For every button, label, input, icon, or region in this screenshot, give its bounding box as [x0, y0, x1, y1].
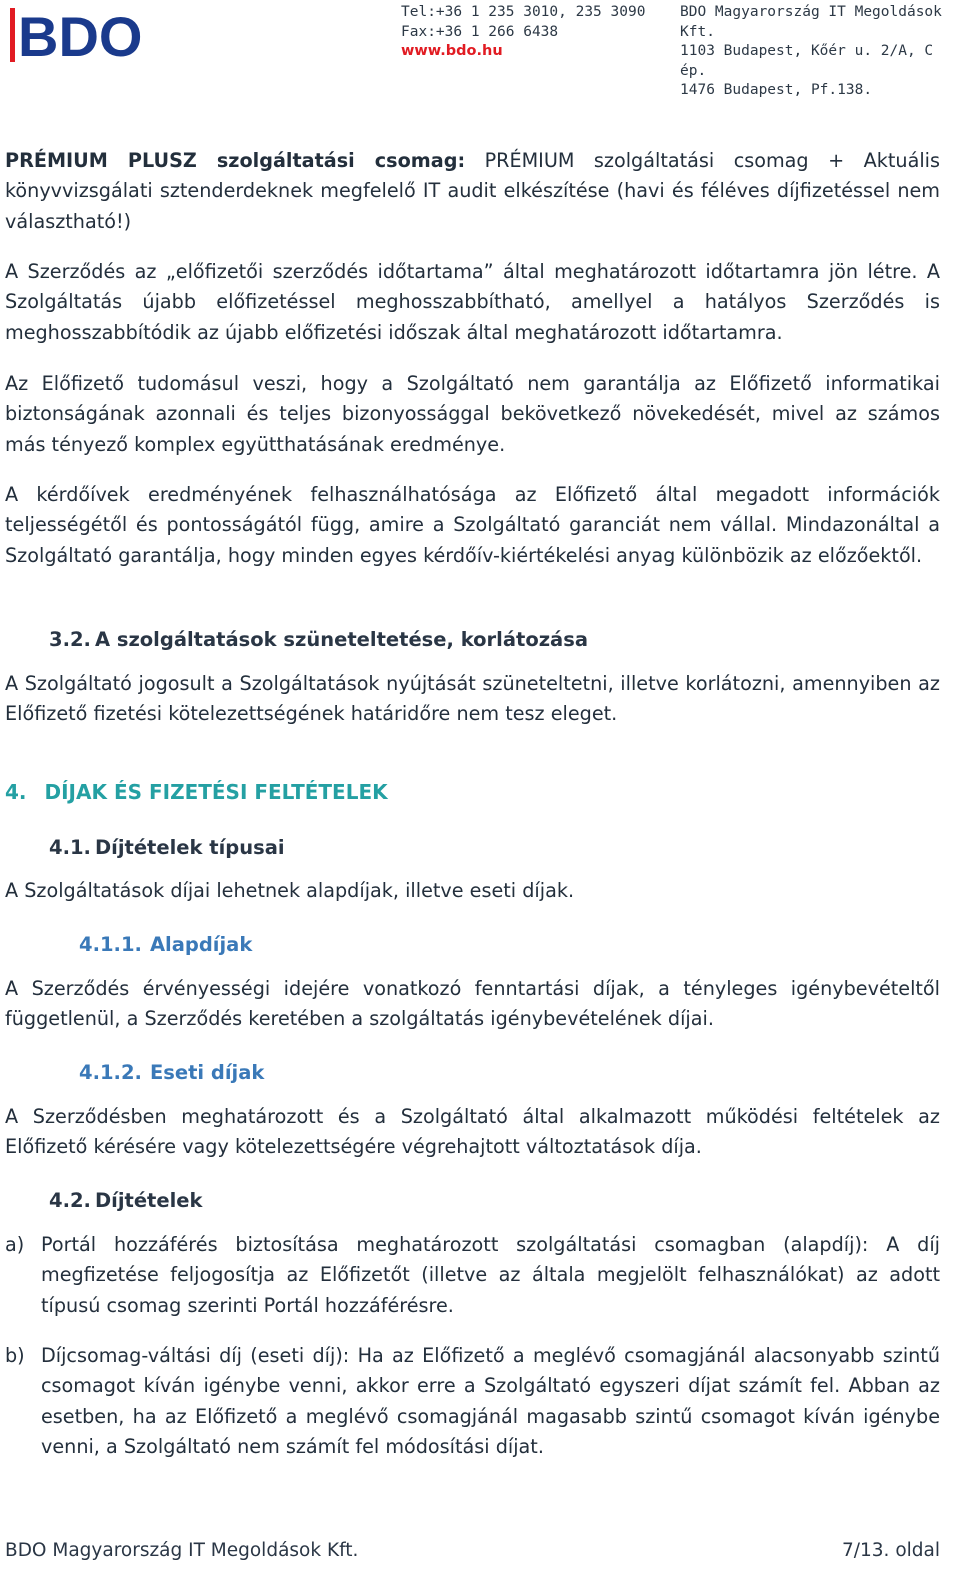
section-number: 4.2.: [49, 1189, 91, 1212]
list-item: [5, 1230, 940, 1321]
section-4-heading: [5, 780, 388, 804]
base-fees-paragraph: A Szerződés érvényességi idejére vonatkozó fenntartási díjak, a tényleges igénybevételtől függetlenül, a Szerződés keretében a szolgáltatás igénybevételének díjai.: [5, 977, 940, 1031]
list-marker: b): [5, 1344, 25, 1367]
section-number: 4.1.: [49, 836, 91, 859]
section-title: Eseti díjak: [149, 1061, 265, 1084]
section-3-2-heading: [49, 628, 588, 651]
header-address: [680, 3, 960, 101]
section-number: 4.1.2.: [79, 1061, 142, 1084]
section-number: 4.: [5, 780, 27, 804]
no-guarantee-paragraph: Az Előfizető tudomásul veszi, hogy a Szolgáltató nem garantálja az Előfizető informatikai biztonságának azonnali és teljes bizonyossággal bekövetkező növekedését, mivel az számos más tényező komplex együtthatásának eredménye.: [5, 372, 940, 456]
list-item: [5, 1341, 940, 1462]
header-street: 1103 Budapest, Kőér u. 2/A, C ép.: [680, 43, 934, 79]
footer-page-number: 7/13. oldal: [842, 1540, 940, 1561]
premium-plus-label: PRÉMIUM PLUSZ szolgáltatási csomag:: [5, 149, 466, 172]
logo-text: BDO: [18, 6, 143, 64]
header-company: BDO Magyarország IT Megoldások Kft.: [680, 4, 942, 40]
premium-plus-text: PRÉMIUM szolgáltatási csomag + Aktuális könyvvizsgálati sztenderdeknek megfelelő IT audit elkészítése (havi és féléves díjfizetéssel nem választható!): [5, 149, 940, 233]
duration-paragraph: A Szerződés az „előfizetői szerződés időtartama” által meghatározott időtartamra jön létre. A Szolgáltatás újabb előfizetéssel meghosszabbítható, amellyel a hatályos Szerződés is meghosszabbítódik az újabb előfizetési időszak által meghatározott időtartamra.: [5, 260, 940, 344]
questionnaire-paragraph: A kérdőívek eredményének felhasználhatósága az Előfizető által megadott információk teljességétől és pontosságától függ, amire a Szolgáltató garanciát nem vállal. Mindazonáltal a Szolgáltató garantálja, hogy minden egyes kérdőív-kiértékelési anyag különbözik az előzőektől.: [5, 483, 940, 567]
occasional-fees-paragraph: A Szerződésben meghatározott és a Szolgáltató által alkalmazott működési feltételek az Előfizető kérésére vagy kötelezettségére végrehajtott változtatások díja.: [5, 1105, 940, 1159]
section-number: 4.1.1.: [79, 933, 142, 956]
header-contact: [401, 3, 645, 62]
header-fax: Fax:+36 1 266 6438: [401, 23, 559, 40]
header-po-box: 1476 Budapest, Pf.138.: [680, 82, 873, 98]
list-item-text: Díjcsomag-váltási díj (eseti díj): Ha az Előfizető a meglévő csomagjánál alacsonyabb szintű csomagot kíván igénybe venni, akkor erre a Szolgáltató egyszeri díjat számít fel. Abban az esetben, ha az Előfizető a meglévő csomagjánál magasabb szintű csomagot kíván igénybe venni, a Szolgáltató nem számít fel módosítási díjat.: [41, 1344, 940, 1458]
section-title: DÍJAK ÉS FIZETÉSI FELTÉTELEK: [44, 780, 388, 804]
section-title: Alapdíjak: [149, 933, 253, 956]
list-item-text: Portál hozzáférés biztosítása meghatározott szolgáltatási csomagban (alapdíj): A díj megfizetése feljogosítja az Előfizetőt (illetve az általa megjelölt felhasználókat) az adott típusú csomag szerinti Portál hozzáférésre.: [41, 1233, 940, 1317]
section-title: A szolgáltatások szüneteltetése, korlátozása: [94, 628, 588, 651]
footer-company: BDO Magyarország IT Megoldások Kft.: [5, 1540, 359, 1561]
bdo-logo: [8, 6, 160, 64]
section-4-1-2-heading: [79, 1061, 264, 1084]
list-marker: a): [5, 1233, 25, 1256]
header-tel: Tel:+36 1 235 3010, 235 3090: [401, 4, 646, 20]
section-4-1-heading: [49, 836, 285, 859]
section-number: 3.2.: [49, 628, 91, 651]
premium-plus-paragraph: [5, 146, 940, 237]
logo-red-bar: [10, 8, 15, 62]
section-title: Díjtételek típusai: [94, 836, 285, 859]
section-title: Díjtételek: [94, 1189, 203, 1212]
fee-types-paragraph: A Szolgáltatások díjai lehetnek alapdíjak, illetve eseti díjak.: [5, 879, 575, 902]
suspension-paragraph: A Szolgáltató jogosult a Szolgáltatások nyújtását szüneteltetni, illetve korlátozni, amennyiben az Előfizető fizetési kötelezettségének határidőre nem tesz eleget.: [5, 672, 940, 726]
section-4-1-1-heading: [79, 933, 252, 956]
header-website-link[interactable]: www.bdo.hu: [401, 43, 503, 59]
section-4-2-heading: [49, 1189, 202, 1212]
